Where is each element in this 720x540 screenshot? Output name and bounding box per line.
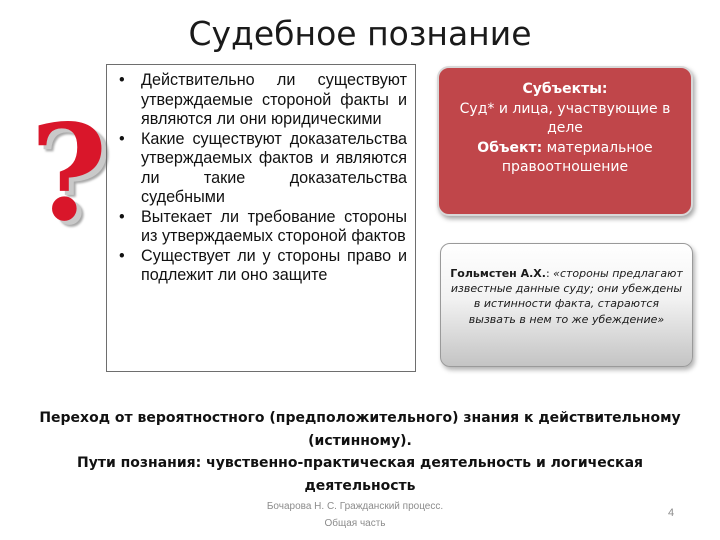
quote-separator: : — [545, 267, 554, 280]
quote-text: «стороны предлагают известные данные суду; они убеждены в истинности факта, стараются вызвать в нем то же убеждение» — [450, 267, 683, 326]
bullet-item: • Какие существуют доказательства утверждаемых фактов и являются ли такие доказательства судебными — [119, 130, 407, 208]
bullet-item: • Действительно ли существуют утверждаемые стороной факты и являются ли они юридическими — [119, 71, 407, 130]
subjects-text: Суд* и лица, участвующие в деле — [459, 100, 671, 136]
page-number: 4 — [668, 507, 675, 519]
footer-line-1: Бочарова Н. С. Гражданский процесс. — [266, 501, 444, 512]
summary-text — [30, 407, 690, 497]
bullet-list — [119, 71, 407, 286]
subjects-label: Субъекты: — [522, 81, 608, 97]
footer-credit — [250, 498, 460, 532]
footer-line-2: Общая часть — [324, 518, 386, 529]
slide-title: Судебное познание — [188, 14, 532, 53]
quote-box — [440, 243, 693, 367]
quote-author: Гольмстен А.Х. — [450, 267, 546, 280]
object-text: материальное правоотношение — [501, 139, 653, 175]
bullet-list-box — [106, 64, 416, 372]
question-mark-icon: ? — [30, 96, 108, 251]
bullet-item: • Существует ли у стороны право и подлежит ли оно защите — [119, 247, 407, 286]
object-line — [445, 139, 685, 178]
subjects-object-box — [437, 66, 693, 216]
object-label: Объект: — [477, 139, 543, 156]
bullet-item: • Вытекает ли требование стороны из утверждаемых стороной фактов — [119, 208, 407, 247]
transition-text: Переход от вероятностного (предположительного) знания к действительному (истинному). — [39, 410, 681, 449]
ways-text: Пути познания: чувственно-практическая деятельность и логическая деятельность — [76, 455, 643, 494]
